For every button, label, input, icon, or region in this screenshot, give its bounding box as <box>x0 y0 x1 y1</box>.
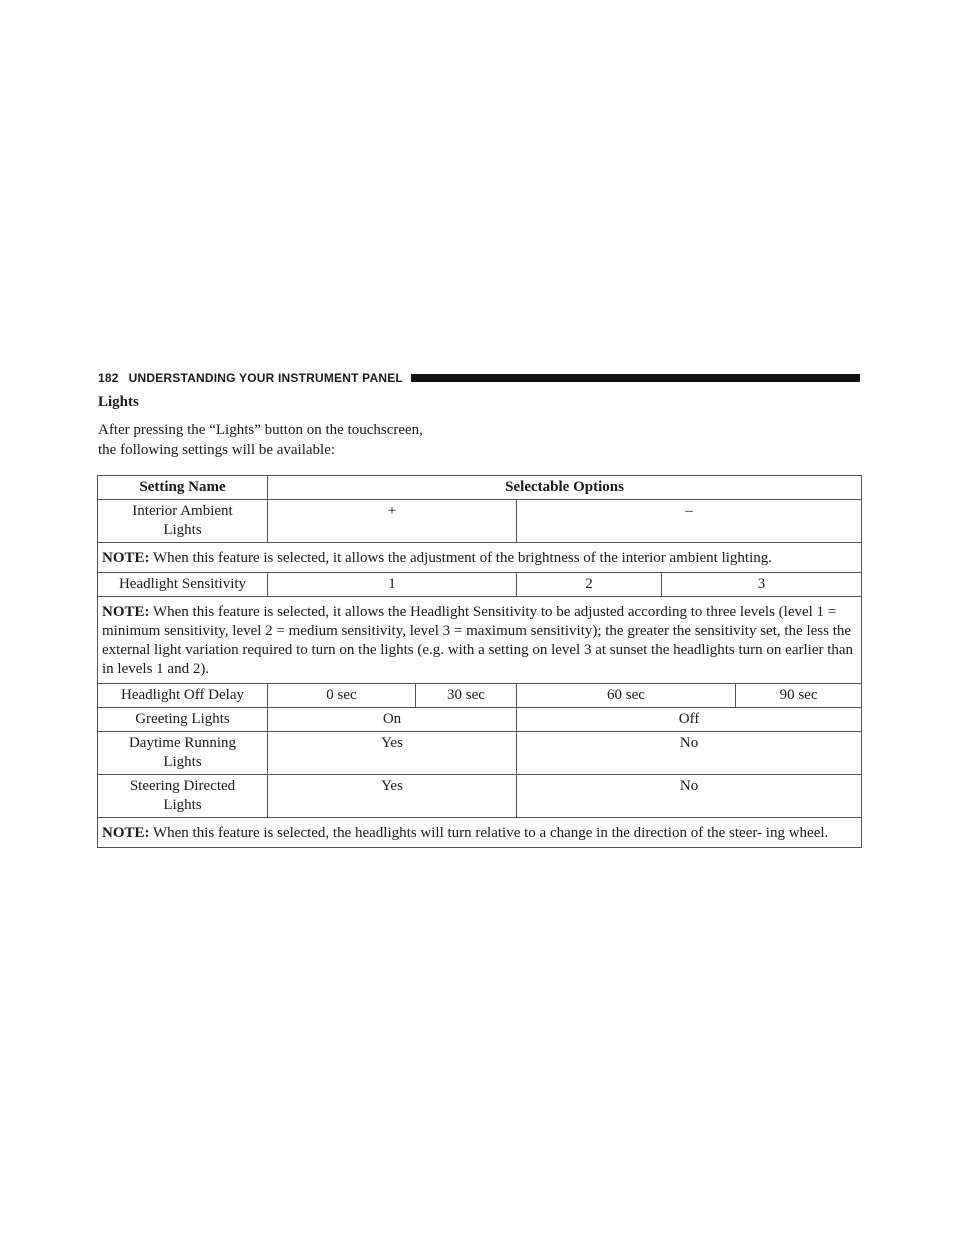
intro-line: After pressing the “Lights” button on the touchscreen, <box>98 422 423 438</box>
option-60-sec: 60 sec <box>517 684 736 708</box>
option-yes: Yes <box>268 732 517 775</box>
section-heading: Lights <box>98 394 139 410</box>
option-30-sec: 30 sec <box>416 684 517 708</box>
option-plus: + <box>268 500 517 543</box>
setting-headlight-off-delay: Headlight Off Delay <box>98 684 268 708</box>
page-number: 182 <box>98 371 119 385</box>
setting-steering-directed-lights: Steering Directed Lights <box>98 775 268 818</box>
intro-line: the following settings will be available: <box>98 442 336 458</box>
table-row <box>98 708 862 732</box>
page-header <box>98 370 860 386</box>
table-row <box>98 732 862 775</box>
setting-interior-ambient-lights: Interior Ambient Lights <box>98 500 268 543</box>
intro-paragraph <box>98 420 478 460</box>
header-rule <box>411 374 860 382</box>
option-no: No <box>517 775 862 818</box>
col-header-setting-name: Setting Name <box>98 476 268 500</box>
lights-settings-table <box>97 475 862 848</box>
note-row <box>98 543 862 573</box>
option-no: No <box>517 732 862 775</box>
option-off: Off <box>517 708 862 732</box>
option-90-sec: 90 sec <box>736 684 862 708</box>
note-row <box>98 818 862 848</box>
option-on: On <box>268 708 517 732</box>
section-title: UNDERSTANDING YOUR INSTRUMENT PANEL <box>128 371 403 385</box>
setting-daytime-running-lights: Daytime Running Lights <box>98 732 268 775</box>
note-row <box>98 597 862 684</box>
option-3: 3 <box>662 573 862 597</box>
table-row <box>98 775 862 818</box>
setting-greeting-lights: Greeting Lights <box>98 708 268 732</box>
option-1: 1 <box>268 573 517 597</box>
option-2: 2 <box>517 573 662 597</box>
table-row <box>98 573 862 597</box>
option-yes: Yes <box>268 775 517 818</box>
table-row <box>98 500 862 543</box>
note-interior-ambient: NOTE: When this feature is selected, it allows the adjustment of the brightness of the interior ambient lighting. <box>98 543 862 573</box>
col-header-selectable-options: Selectable Options <box>268 476 862 500</box>
table-row <box>98 684 862 708</box>
note-headlight-sensitivity: NOTE: When this feature is selected, it allows the Headlight Sensitivity to be adjusted according to three levels (level 1 = minimum sensitivity, level 2 = medium sensitivity, level 3 = maximum sensitivity); the greater the sensitivity set, the less the external light variation required to turn on the lights (e.g. with a setting on level 3 at sunset the headlights turn on earlier than in levels 1 and 2). <box>98 597 862 684</box>
option-0-sec: 0 sec <box>268 684 416 708</box>
table-header-row <box>98 476 862 500</box>
option-minus: – <box>517 500 862 543</box>
setting-headlight-sensitivity: Headlight Sensitivity <box>98 573 268 597</box>
note-steering-directed: NOTE: When this feature is selected, the headlights will turn relative to a change in the direction of the steer- ing wheel. <box>98 818 862 848</box>
